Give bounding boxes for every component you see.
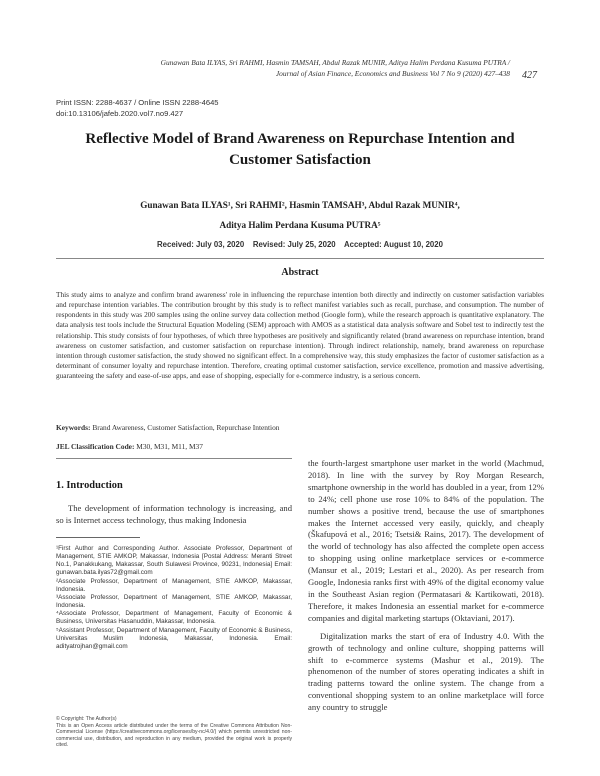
footnotes [56,545,292,651]
footnote-2: ²Associate Professor, Department of Management, STIE AMKOP, Makassar, Indonesia. [56,577,292,593]
body-paragraph-1: the fourth-largest smartphone user market in the world (Machmud, 2018). In line with the survey by Roy Morgan Research, smartphone ownership in the world has doubled in a year, from 12% to 24%; cell phone use rose 10% to 84% of the population. The number shows a positive trend, because the use of smartphones makes the Internet accessed very easily, quickly, and cheaply (Škafupová et al., 2016; Tsetsi& Rains, 2017). The development of the world of technology has also affected the complete open access to shopping using online marketplace services or e-commerce (Mansur et al., 2019; Lestari et al., 2020). As per research from Google, Indonesia ranks first with 49% of the digital economy value in the Southeast Asian region (Permatasari & Kartikowati, 2018). Therefore, it makes Indonesia an essential market for e-commerce companies and digital marketing startups (Oktaviani, 2017). [308,458,544,623]
keywords-label: Keywords: [56,423,91,432]
copyright-line: © Copyright: The Author(s) [56,716,117,722]
issn-line: Print ISSN: 2288-4637 / Online ISSN 2288-4645 [56,98,219,107]
footnote-5: ⁵Assistant Professor, Department of Management, Faculty of Economic & Business, Universitas Muslim Indonesia, Makassar, Indonesia. Email: adityatrojhan@gmail.com [56,626,292,650]
author-list-line1: Gunawan Bata ILYAS¹, Sri RAHMI², Hasmin TAMSAH³, Abdul Razak MUNIR⁴, [140,200,460,210]
running-head-journal: Journal of Asian Finance, Economics and Business Vol 7 No 9 (2020) 427–438 [275,68,510,78]
copyright-notice [56,716,292,749]
abstract-text: This study aims to analyze and confirm brand awareness' role in influencing the repurchase intention both directly and indirectly on customer satisfaction variables and repurchase intention variables. The contribution brought by this study is to reflect manifest variables such as recall, purchase, and consumption. The number of respondents in this study was 200 samples using the online survey data collection method (Google form), while the research approach is quantitative explanatory. The data analysis test tools include the Structural Equation Modeling (SEM) approach with AMOS as a statistical data analysis software and Sobel test to indirectly test the relationship. This study consists of four hypotheses, of which three hypotheses are positively and significantly related (brand awareness on repurchase intention, brand awareness on customer satisfaction, and customer satisfaction on repurchase intention). Through indirect relationship, namely, brand awareness on repurchase intention through customer satisfaction, the study showed no significant effect. In a comprehensive way, this study emphasizes the factor of customer satisfaction as a determinant of consumer loyalty and repurchase intention. Therefore, creating optimal customer satisfaction, service excellence, promotion and massive advertising, guaranteeing the safety and ease-of-use apps, and ease of shopping, especially for e-commerce industry, is a serious concern. [56,290,544,381]
divider-top [56,258,544,259]
running-head-authors: Gunawan Bata ILYAS, Sri RAHMI, Hasmin TAMSAH, Abdul Razak MUNIR, Aditya Halim Perdana Kusuma PUTRA / [160,58,510,67]
doi-line[interactable]: doi:10.13106/jafeb.2020.vol7.no9.427 [56,109,184,118]
footnote-divider [56,537,140,538]
issn-block [56,97,219,119]
abstract-heading: Abstract [281,267,319,278]
divider-bottom [56,458,292,459]
submission-dates: Received: July 03, 2020 Revised: July 25, 2020 Accepted: August 10, 2020 [157,240,443,249]
jel-classification [56,442,544,451]
page-number: 427 [522,70,537,81]
footnote-4: ⁴Associate Professor, Department of Management, Faculty of Economic & Business, Universitas Hasanuddin, Makassar, Indonesia. [56,610,292,626]
right-column [308,458,544,720]
license-text: This is an Open Access article distributed under the terms of the Creative Commons Attribution Non-Commercial License (https://creativecommons.org/licenses/by-nc/4.0/) which permits unrestricted non-commercial use, distribution, and reproduction in any medium, provided the original work is properly cited. [56,722,292,749]
section-heading-introduction: 1. Introduction [56,480,123,491]
keywords [56,423,544,432]
paper-title [60,129,540,171]
intro-paragraph: The development of information technology is increasing, and so is Internet access technology, thus making Indonesia [56,503,292,525]
jel-codes: M30, M31, M11, M37 [134,442,203,451]
running-head [110,58,510,79]
author-list [60,195,540,235]
body-paragraph-2: Digitalization marks the start of era of Industry 4.0. With the growth of technology and online culture, shopping patterns will shift to e-commerce systems (Mashur et al., 2019). The phenomenon of the number of stores operating indicates a shift in trading patterns toward the online system. The change from a conventional shopping system to an online marketplace will force any country to struggle [308,630,544,713]
footnote-3: ³Associate Professor, Department of Management, STIE AMKOP, Makassar, Indonesia. [56,593,292,610]
paper-title-line1: Reflective Model of Brand Awareness on Repurchase Intention and [85,131,515,147]
footnote-1: ¹First Author and Corresponding Author. Associate Professor, Department of Management, STIE AMKOP, Makassar, Indonesia [Postal Address: Meranti Street No.1, Panakkukang, Makassar, South Sulawesi Province, 90231, Indonesia] Email: gunawan.bata.ilyas72@gmail.com [56,545,292,577]
keywords-text: Brand Awareness, Customer Satisfaction, Repurchase Intention [90,423,280,432]
paper-title-line2: Customer Satisfaction [229,152,371,168]
jel-label: JEL Classification Code: [56,442,135,451]
author-list-line2: Aditya Halim Perdana Kusuma PUTRA⁵ [219,220,381,230]
left-column [56,480,292,527]
